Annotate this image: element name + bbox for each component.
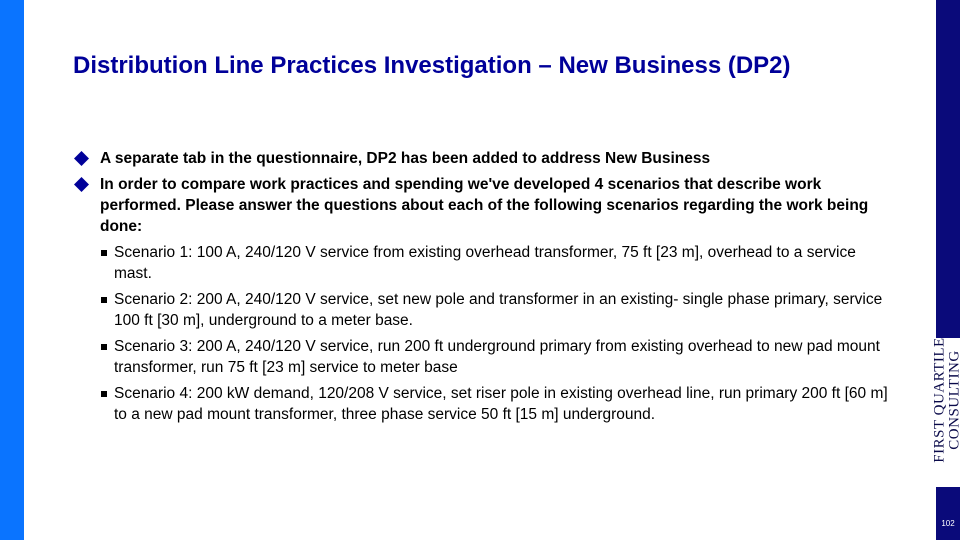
- right-accent-bar-bottom: [936, 487, 960, 540]
- square-bullet-icon: [101, 344, 107, 350]
- company-logo: [928, 337, 968, 463]
- diamond-bullet-icon: [74, 151, 89, 166]
- square-bullet-icon: [101, 250, 107, 256]
- square-bullet-icon: [101, 297, 107, 303]
- scenario-item: [74, 336, 892, 378]
- logo-line-2: CONSULTING: [947, 350, 964, 450]
- scenario-text: Scenario 1: 100 A, 240/120 V service from existing overhead transformer, 75 ft [23 m], overhead to a service mast.: [114, 244, 856, 282]
- left-accent-bar: [0, 0, 24, 540]
- square-bullet-icon: [101, 391, 107, 397]
- scenario-text: Scenario 3: 200 A, 240/120 V service, run 200 ft underground primary from existing overhead to new pad mount transformer, run 75 ft [23 m] service to meter base: [114, 338, 880, 376]
- bullet-text: In order to compare work practices and spending we've developed 4 scenarios that describe work performed. Please answer the questions about each of the following scenarios regarding the work being done:: [100, 176, 869, 235]
- slide-title: Distribution Line Practices Investigation – New Business (DP2): [73, 52, 791, 79]
- page-number: 102: [941, 519, 955, 528]
- diamond-bullet-icon: [74, 177, 89, 192]
- bullet-text: A separate tab in the questionnaire, DP2 has been added to address New Business: [100, 150, 711, 167]
- logo-line-1: FIRST QUARTILE: [932, 337, 949, 463]
- right-accent-bar-top: [936, 0, 960, 338]
- slide-content: [74, 148, 892, 430]
- scenario-item: [74, 289, 892, 331]
- bullet-item: [74, 174, 892, 237]
- scenario-text: Scenario 2: 200 A, 240/120 V service, set new pole and transformer in an existing- single phase primary, service 100 ft [30 m], underground to a meter base.: [114, 291, 883, 329]
- scenario-text: Scenario 4: 200 kW demand, 120/208 V service, set riser pole in existing overhead line, run primary 200 ft [60 m] to a new pad mount transformer, three phase service 50 ft [15 m] underground.: [114, 385, 888, 423]
- scenario-list: [74, 242, 892, 425]
- scenario-item: [74, 383, 892, 425]
- bullet-item: [74, 148, 892, 169]
- scenario-item: [74, 242, 892, 284]
